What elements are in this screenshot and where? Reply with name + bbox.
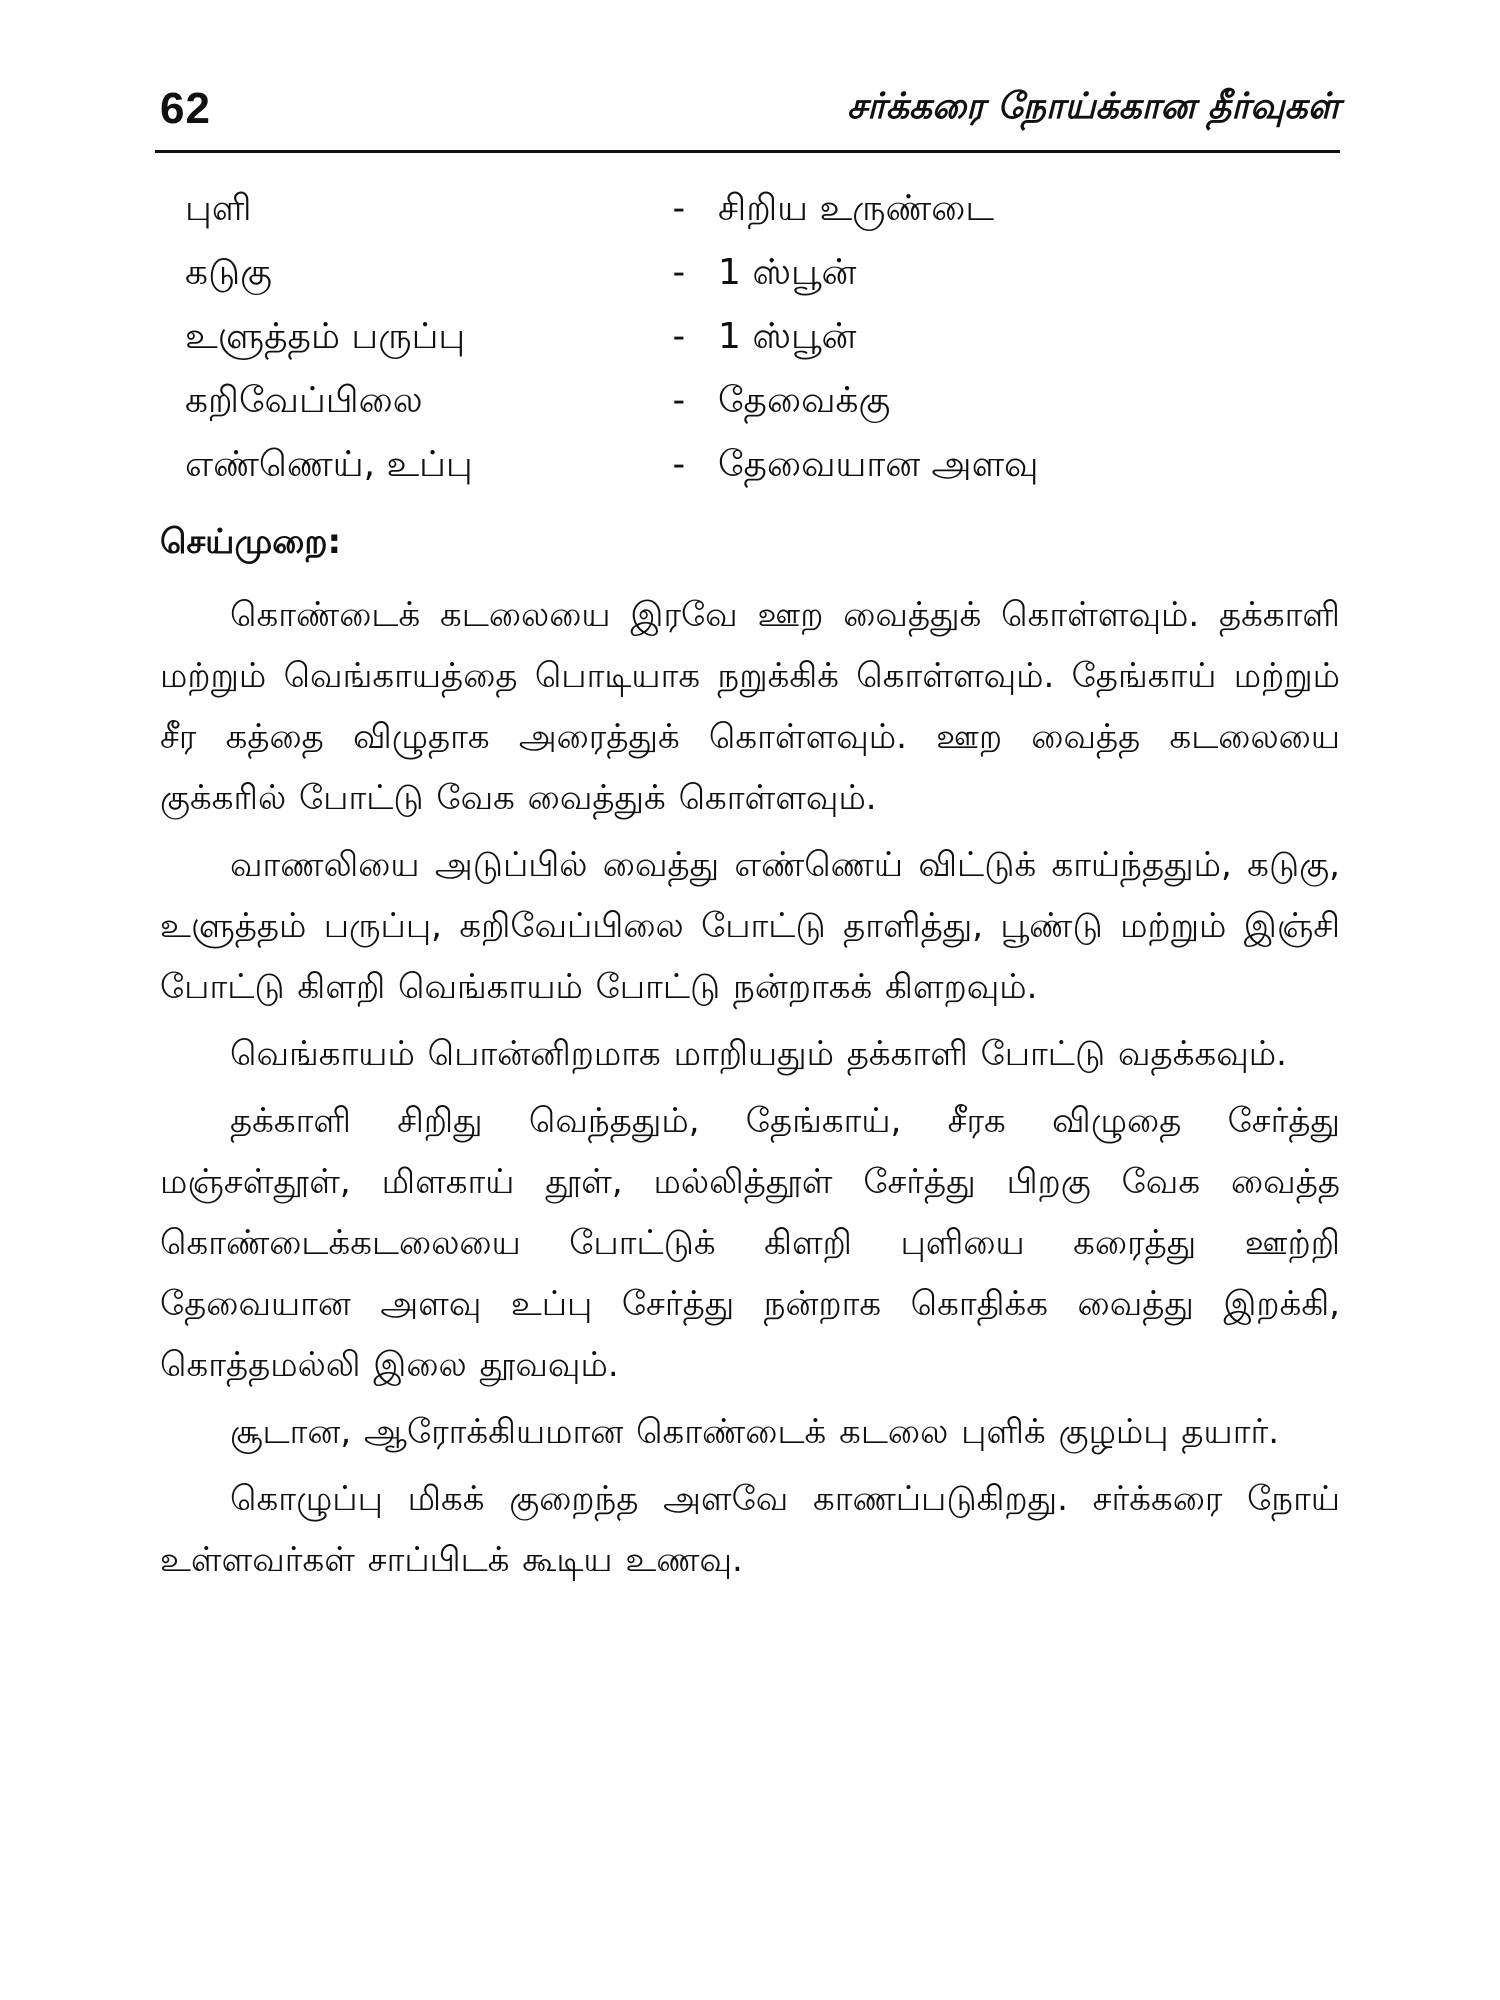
ingredient-name: புளி <box>185 188 252 229</box>
ingredient-list <box>185 182 1285 502</box>
ingredient-name: உளுத்தம் பருப்பு <box>185 316 466 357</box>
ingredient-row <box>185 246 1285 310</box>
page-number: 62 <box>160 84 211 133</box>
ingredient-row <box>185 374 1285 438</box>
running-title: சர்க்கரை நோய்க்கான தீர்வுகள் <box>847 86 1340 127</box>
ingredient-row <box>185 310 1285 374</box>
ingredient-quantity: தேவைக்கு <box>718 380 891 421</box>
ingredient-dash: - <box>668 188 690 229</box>
ingredient-quantity: 1 ஸ்பூன் <box>718 316 857 357</box>
method-paragraph: வாணலியை அடுப்பில் வைத்து எண்ணெய் விட்டுக் காய்ந்ததும், கடுகு, உளுத்தம் பருப்பு, கறிவேப்பிலை போட்டு தாளித்து, பூண்டு மற்றும் இஞ்சி போட்டு கிளறி வெங்காயம் போட்டு நன்றாகக் கிளறவும். <box>160 845 1340 1007</box>
ingredient-dash: - <box>668 380 690 421</box>
method-paragraph: கொழுப்பு மிகக் குறைந்த அளவே காணப்படுகிறது. சர்க்கரை நோய் உள்ளவர்கள் சாப்பிடக் கூடிய உணவு. <box>160 1479 1340 1580</box>
header-rule <box>155 150 1340 153</box>
method-heading: செய்முறை: <box>160 522 342 562</box>
ingredient-name: எண்ணெய், உப்பு <box>185 444 473 485</box>
ingredient-name: கடுகு <box>185 252 272 293</box>
ingredient-dash: - <box>668 252 690 293</box>
ingredient-dash: - <box>668 316 690 357</box>
ingredient-dash: - <box>668 444 690 485</box>
method-paragraph: கொண்டைக் கடலையை இரவே ஊற வைத்துக் கொள்ளவும். தக்காளி மற்றும் வெங்காயத்தை பொடியாக நறுக்கிக் கொள்ளவும். தேங்காய் மற்றும் சீர கத்தை விழுதாக அரைத்துக் கொள்ளவும். ஊற வைத்த கடலையை குக்கரில் போட்டு வேக வைத்துக் கொள்ளவும். <box>160 595 1340 818</box>
method-paragraph: வெங்காயம் பொன்னிறமாக மாறியதும் தக்காளி போட்டு வதக்கவும். <box>230 1034 1287 1074</box>
ingredient-quantity: தேவையான அளவு <box>718 444 1039 485</box>
ingredient-row <box>185 182 1285 246</box>
ingredient-row <box>185 438 1285 502</box>
ingredient-quantity: 1 ஸ்பூன் <box>718 252 857 293</box>
method-paragraph: சூடான, ஆரோக்கியமான கொண்டைக் கடலை புளிக் குழம்பு தயார். <box>230 1412 1280 1452</box>
page-header <box>160 78 1340 148</box>
ingredient-name: கறிவேப்பிலை <box>185 380 423 421</box>
method-body <box>160 585 1340 1597</box>
ingredient-quantity: சிறிய உருண்டை <box>718 188 995 229</box>
method-paragraph: தக்காளி சிறிது வெந்ததும், தேங்காய், சீரக விழுதை சேர்த்து மஞ்சள்தூள், மிளகாய் தூள், மல்லித்தூள் சேர்த்து பிறகு வேக வைத்த கொண்டைக்கடலையை போட்டுக் கிளறி புளியை கரைத்து ஊற்றி தேவையான அளவு உப்பு சேர்த்து நன்றாக கொதிக்க வைத்து இறக்கி, கொத்தமல்லி இலை தூவவும். <box>160 1101 1340 1385</box>
